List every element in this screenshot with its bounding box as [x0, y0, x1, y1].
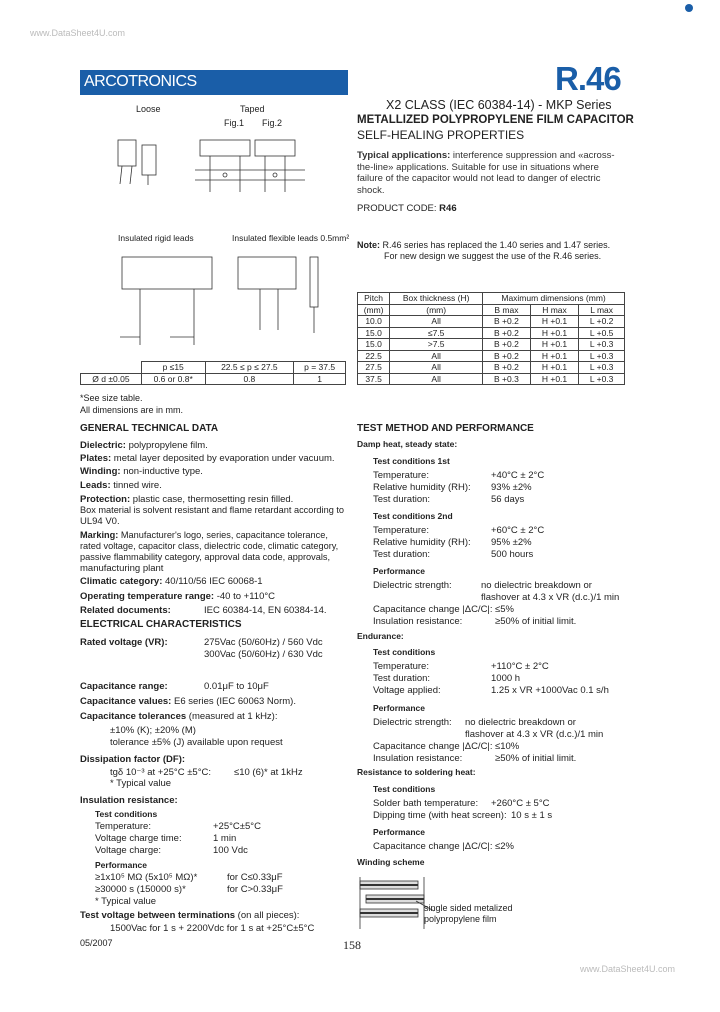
- cell: B +0.2: [483, 316, 531, 328]
- cell: H +0.1: [530, 327, 578, 339]
- sold-cc-value: ≤2%: [495, 841, 514, 852]
- dielectric-value: polypropylene film.: [128, 440, 208, 451]
- damp-performance: Performance: [373, 566, 425, 576]
- tc2-title: Test conditions 2nd: [373, 511, 453, 521]
- cap-range-value: 0.01μF to 10μF: [204, 681, 269, 692]
- lead-table-head: [81, 362, 346, 374]
- cell: B +0.2: [483, 327, 531, 339]
- ds-value2: flashover at 4.3 x VR (d.c.)/1 min: [481, 592, 620, 603]
- headline-class: X2 CLASS (IEC 60384-14) - MKP Series: [386, 98, 612, 112]
- operating-line: [80, 591, 275, 602]
- taped-diagram: [110, 130, 310, 210]
- cell: H +0.1: [530, 350, 578, 362]
- cell: All: [390, 362, 483, 374]
- tc1-temp-value: +40°C ± 2°C: [491, 470, 545, 481]
- cc-label: Capacitance change |ΔC/C|:: [373, 604, 493, 615]
- winding-note-1: single sided metalized: [424, 903, 513, 913]
- lead-note-2: All dimensions are in mm.: [80, 405, 184, 415]
- df-line1b: ≤10 (6)* at 1kHz: [234, 767, 303, 778]
- ir-value: ≥50% of initial limit.: [495, 616, 577, 627]
- loose-cap-body: [118, 140, 136, 166]
- perf-line1a: ≥1x10⁵ MΩ (5x10⁵ MΩ)*: [95, 872, 198, 883]
- rated-label: Rated voltage (VR):: [80, 637, 168, 648]
- watermark-top: www.DataSheet4U.com: [30, 28, 126, 38]
- df-line2: * Typical value: [110, 778, 172, 789]
- perf-line2a: ≥30000 s (150000 s)*: [95, 884, 186, 895]
- tc2-rh-label: Relative humidity (RH):: [373, 537, 471, 548]
- cap-values-label: Capacitance values:: [80, 696, 172, 707]
- footer-date: 05/2007: [80, 938, 113, 948]
- ins-temp-label: Temperature:: [95, 821, 151, 832]
- cap-values-line: [80, 696, 296, 707]
- loose-cap-side: [142, 145, 156, 175]
- cc-value: ≤5%: [495, 604, 514, 615]
- cell: 15.0: [358, 327, 390, 339]
- winding-scheme-title: Winding scheme: [357, 857, 425, 867]
- ds-value1: no dielectric breakdown or: [481, 580, 592, 591]
- table-row: [358, 350, 625, 362]
- headline-feature: SELF-HEALING PROPERTIES: [357, 128, 525, 142]
- cell: 37.5: [358, 373, 390, 385]
- tc2-dur-label: Test duration:: [373, 549, 431, 560]
- test-method-title: TEST METHOD AND PERFORMANCE: [357, 423, 534, 434]
- cell: All: [390, 350, 483, 362]
- marking-line3: passive flammability category, approval data code, approvals,: [80, 552, 331, 562]
- brand-name: ARCOTRONICS: [84, 73, 197, 90]
- table-row: [358, 373, 625, 385]
- dims-h-box: Box thickness (H): [390, 293, 483, 305]
- end-dur-value: 1000 h: [491, 673, 521, 684]
- ins-vc-value: 100 Vdc: [213, 845, 248, 856]
- lead-table-row: [81, 373, 346, 385]
- df-label: Dissipation factor (DF):: [80, 754, 186, 765]
- tol-label: Capacitance tolerances: [80, 711, 187, 722]
- tc2-temp-label: Temperature:: [373, 525, 429, 536]
- climatic-value: 40/110/56 IEC 60068-1: [165, 576, 263, 587]
- product-code-title: R.46: [555, 60, 621, 97]
- plates-line: [80, 453, 335, 464]
- label-fig2: Fig.2: [262, 118, 283, 128]
- end-ds-value1: no dielectric breakdown or: [465, 717, 576, 728]
- winding-line: [80, 466, 203, 477]
- tc1-dur-label: Test duration:: [373, 494, 431, 505]
- cell: 27.5: [358, 362, 390, 374]
- tc1-dur-value: 56 days: [491, 494, 525, 505]
- plates-label: Plates:: [80, 453, 112, 464]
- sold-dip-label: Dipping time (with heat screen):: [373, 810, 507, 821]
- cell: L +0.3: [579, 373, 625, 385]
- tc1-title: Test conditions 1st: [373, 456, 450, 466]
- end-cc-label: Capacitance change |ΔC/C|:: [373, 741, 493, 752]
- product-code-value: R46: [439, 203, 457, 214]
- note-line1: [357, 240, 610, 250]
- protection-label: Protection:: [80, 494, 131, 505]
- brand-bar: [80, 70, 348, 95]
- rated-line1: 275Vac (50/60Hz) / 560 Vdc: [204, 637, 323, 648]
- tv-text: 1500Vac for 1 s + 2200Vdc for 1 s at +25°C±5°C: [110, 923, 315, 934]
- sold-dip-value: 10 s ± 1 s: [511, 810, 553, 821]
- flexible-cap-body: [238, 257, 296, 289]
- marking-line2: rated voltage, capacitor class, dielectric code, climatic category,: [80, 541, 339, 551]
- taped-fig2-body: [255, 140, 295, 156]
- end-cc-value: ≤10%: [495, 741, 520, 752]
- note-label: Note:: [357, 240, 380, 250]
- end-performance: Performance: [373, 703, 425, 713]
- ins-label: Insulation resistance:: [80, 795, 178, 806]
- tc2-rh-value: 95% ±2%: [491, 537, 532, 548]
- climatic-label: Climatic category:: [80, 576, 163, 587]
- product-code-label: PRODUCT CODE:: [357, 203, 437, 214]
- tol-note: (measured at 1 kHz):: [188, 711, 278, 722]
- lead-head-3: p = 37.5: [294, 362, 346, 374]
- operating-label: Operating temperature range:: [80, 591, 215, 602]
- leads-value: tinned wire.: [113, 480, 162, 491]
- cell: ≤7.5: [390, 327, 483, 339]
- lead-row-label: Ø d ±0.05: [81, 373, 142, 385]
- ins-temp-value: +25°C±5°C: [213, 821, 261, 832]
- winding-note-2: polypropylene film: [424, 914, 497, 924]
- marking-value: Manufacturer's logo, series, capacitance tolerance,: [120, 530, 328, 540]
- cell: L +0.3: [579, 350, 625, 362]
- tv-label: Test voltage between terminations: [80, 910, 236, 921]
- tc2-dur-value: 500 hours: [491, 549, 534, 560]
- end-temp-label: Temperature:: [373, 661, 429, 672]
- protection-line2: Box material is solvent resistant and flame retardant according to: [80, 505, 345, 515]
- winding-value: non-inductive type.: [123, 466, 203, 477]
- cell: All: [390, 373, 483, 385]
- cell: 10.0: [358, 316, 390, 328]
- label-loose: Loose: [136, 104, 161, 114]
- leads-label: Leads:: [80, 480, 111, 491]
- corner-dot: [685, 4, 693, 12]
- related-label-text: Related documents:: [80, 605, 171, 616]
- protection-line3: UL94 V0.: [80, 516, 120, 527]
- dims-sh-1: (mm): [390, 304, 483, 316]
- end-ds-label: Dielectric strength:: [373, 717, 452, 728]
- tv-line: [80, 910, 299, 921]
- label-fig1: Fig.1: [224, 118, 245, 128]
- dims-sh-3: H max: [530, 304, 578, 316]
- sold-bath-value: +260°C ± 5°C: [491, 798, 550, 809]
- leads-line: [80, 480, 162, 491]
- flexible-cap-side: [310, 257, 318, 307]
- soldering-tc: Test conditions: [373, 784, 436, 794]
- tol-line: [80, 711, 277, 722]
- tol-line2: tolerance ±5% (J) available upon request: [110, 737, 283, 748]
- typical-applications-text: interference suppression and «across-the-line» applications. Suitable for use in situations where failure of the capacitor would not lead to danger of electric shock.: [357, 150, 615, 196]
- end-va-label: Voltage applied:: [373, 685, 441, 696]
- end-ir-label: Insulation resistance:: [373, 753, 463, 764]
- tc1-temp-label: Temperature:: [373, 470, 429, 481]
- endurance-title: Endurance:: [357, 631, 404, 641]
- climatic-line: [80, 576, 263, 587]
- lead-val-3: 1: [294, 373, 346, 385]
- typical-applications-label: Typical applications:: [357, 150, 451, 161]
- perf-line3: * Typical value: [95, 896, 157, 907]
- general-title: GENERAL TECHNICAL DATA: [80, 423, 219, 434]
- protection-line1: [80, 494, 293, 505]
- cell: All: [390, 316, 483, 328]
- plates-value: metal layer deposited by evaporation under vacuum.: [113, 453, 335, 464]
- cell: B +0.2: [483, 339, 531, 351]
- sold-bath-label: Solder bath temperature:: [373, 798, 479, 809]
- cell: L +0.2: [579, 316, 625, 328]
- note-text1: R.46 series has replaced the 1.40 series and 1.47 series.: [382, 240, 611, 250]
- cell: H +0.1: [530, 373, 578, 385]
- lead-note-1: *See size table.: [80, 393, 143, 403]
- watermark-bottom: www.DataSheet4U.com: [580, 964, 676, 974]
- ins-vct-label: Voltage charge time:: [95, 833, 182, 844]
- label-taped: Taped: [240, 104, 265, 114]
- related-value: IEC 60384-14, EN 60384-14.: [204, 605, 327, 616]
- lead-head-2: 22.5 ≤ p ≤ 27.5: [205, 362, 294, 374]
- tol-line1: ±10% (K); ±20% (M): [110, 725, 196, 736]
- cell: L +0.3: [579, 339, 625, 351]
- cell: 22.5: [358, 350, 390, 362]
- damp-title: Damp heat, steady state:: [357, 439, 458, 449]
- dims-sh-4: L max: [579, 304, 625, 316]
- end-va-value: 1.25 x VR +1000Vac 0.1 s/h: [491, 685, 609, 696]
- end-temp-value: +110°C ± 2°C: [491, 661, 549, 672]
- cell: H +0.1: [530, 362, 578, 374]
- ins-performance: Performance: [95, 860, 147, 870]
- dims-h-max: Maximum dimensions (mm): [483, 293, 625, 305]
- tv-note: (on all pieces):: [237, 910, 300, 921]
- tc2-temp-value: +60°C ± 2°C: [491, 525, 545, 536]
- label-flexible-leads: Insulated flexible leads 0.5mm²: [232, 233, 350, 243]
- winding-label: Winding:: [80, 466, 121, 477]
- perf-line2b: for C>0.33μF: [227, 884, 283, 895]
- ir-label: Insulation resistance:: [373, 616, 463, 627]
- ins-vc-label: Voltage charge:: [95, 845, 162, 856]
- endurance-tc: Test conditions: [373, 647, 436, 657]
- protection-value: plastic case, thermosetting resin filled.: [132, 494, 294, 505]
- cell: B +0.3: [483, 373, 531, 385]
- tc1-rh-label: Relative humidity (RH):: [373, 482, 471, 493]
- label-rigid-leads: Insulated rigid leads: [118, 233, 194, 243]
- table-row: [358, 362, 625, 374]
- product-code-line: [357, 203, 457, 214]
- sold-cc-label: Capacitance change |ΔC/C|:: [373, 841, 493, 852]
- table-row: [358, 339, 625, 351]
- rigid-cap-body: [122, 257, 212, 289]
- cell: B +0.2: [483, 362, 531, 374]
- marking-label: Marking:: [80, 530, 119, 540]
- perf-line1b: for C≤0.33μF: [227, 872, 283, 883]
- headline-type: METALLIZED POLYPROPYLENE FILM CAPACITOR: [357, 114, 634, 126]
- dielectric-line: [80, 440, 208, 451]
- dims-head: [358, 293, 625, 305]
- lead-val-1: 0.6 or 0.8*: [141, 373, 205, 385]
- dims-sh-2: B max: [483, 304, 531, 316]
- rated-line2: 300Vac (50/60Hz) / 630 Vdc: [204, 649, 323, 660]
- dims-sh-0: (mm): [358, 304, 390, 316]
- table-row: [358, 316, 625, 328]
- lead-table: [80, 361, 346, 385]
- end-ir-value: ≥50% of initial limit.: [495, 753, 577, 764]
- cell: >7.5: [390, 339, 483, 351]
- dims-h-pitch: Pitch: [358, 293, 390, 305]
- table-row: [358, 327, 625, 339]
- electrical-title: ELECTRICAL CHARACTERISTICS: [80, 619, 242, 630]
- marking-line4: manufacturing plant: [80, 563, 164, 574]
- ins-test-conditions: Test conditions: [95, 809, 158, 819]
- cell: L +0.3: [579, 362, 625, 374]
- end-ds-value2: flashover at 4.3 x VR (d.c.)/1 min: [465, 729, 604, 740]
- dims-table: [357, 292, 625, 385]
- soldering-title: Resistance to soldering heat:: [357, 767, 476, 777]
- footer-page: 158: [343, 938, 361, 952]
- ins-vct-value: 1 min: [213, 833, 237, 844]
- marking-line1: [80, 530, 328, 540]
- dielectric-label: Dielectric:: [80, 440, 126, 451]
- lead-head-1: p ≤15: [141, 362, 205, 374]
- ds-label: Dielectric strength:: [373, 580, 452, 591]
- sold-performance: Performance: [373, 827, 425, 837]
- leads-diagram: [110, 245, 340, 350]
- cell: 15.0: [358, 339, 390, 351]
- df-line1a: tgδ 10⁻³ at +25°C ±5°C:: [110, 767, 212, 778]
- taped-fig1-body: [200, 140, 250, 156]
- cell: B +0.2: [483, 350, 531, 362]
- typical-applications: [357, 150, 623, 196]
- tc1-rh-value: 93% ±2%: [491, 482, 532, 493]
- operating-value: -40 to +110°C: [216, 591, 276, 602]
- end-dur-label: Test duration:: [373, 673, 431, 684]
- cell: L +0.5: [579, 327, 625, 339]
- note-line2: For new design we suggest the use of the R.46 series.: [384, 251, 602, 261]
- dims-subhead: [358, 304, 625, 316]
- cap-values-value: E6 series (IEC 60063 Norm).: [174, 696, 296, 707]
- cell: H +0.1: [530, 339, 578, 351]
- cell: H +0.1: [530, 316, 578, 328]
- lead-val-2: 0.8: [205, 373, 294, 385]
- related-label: [80, 605, 171, 616]
- cap-range-label: Capacitance range:: [80, 681, 168, 692]
